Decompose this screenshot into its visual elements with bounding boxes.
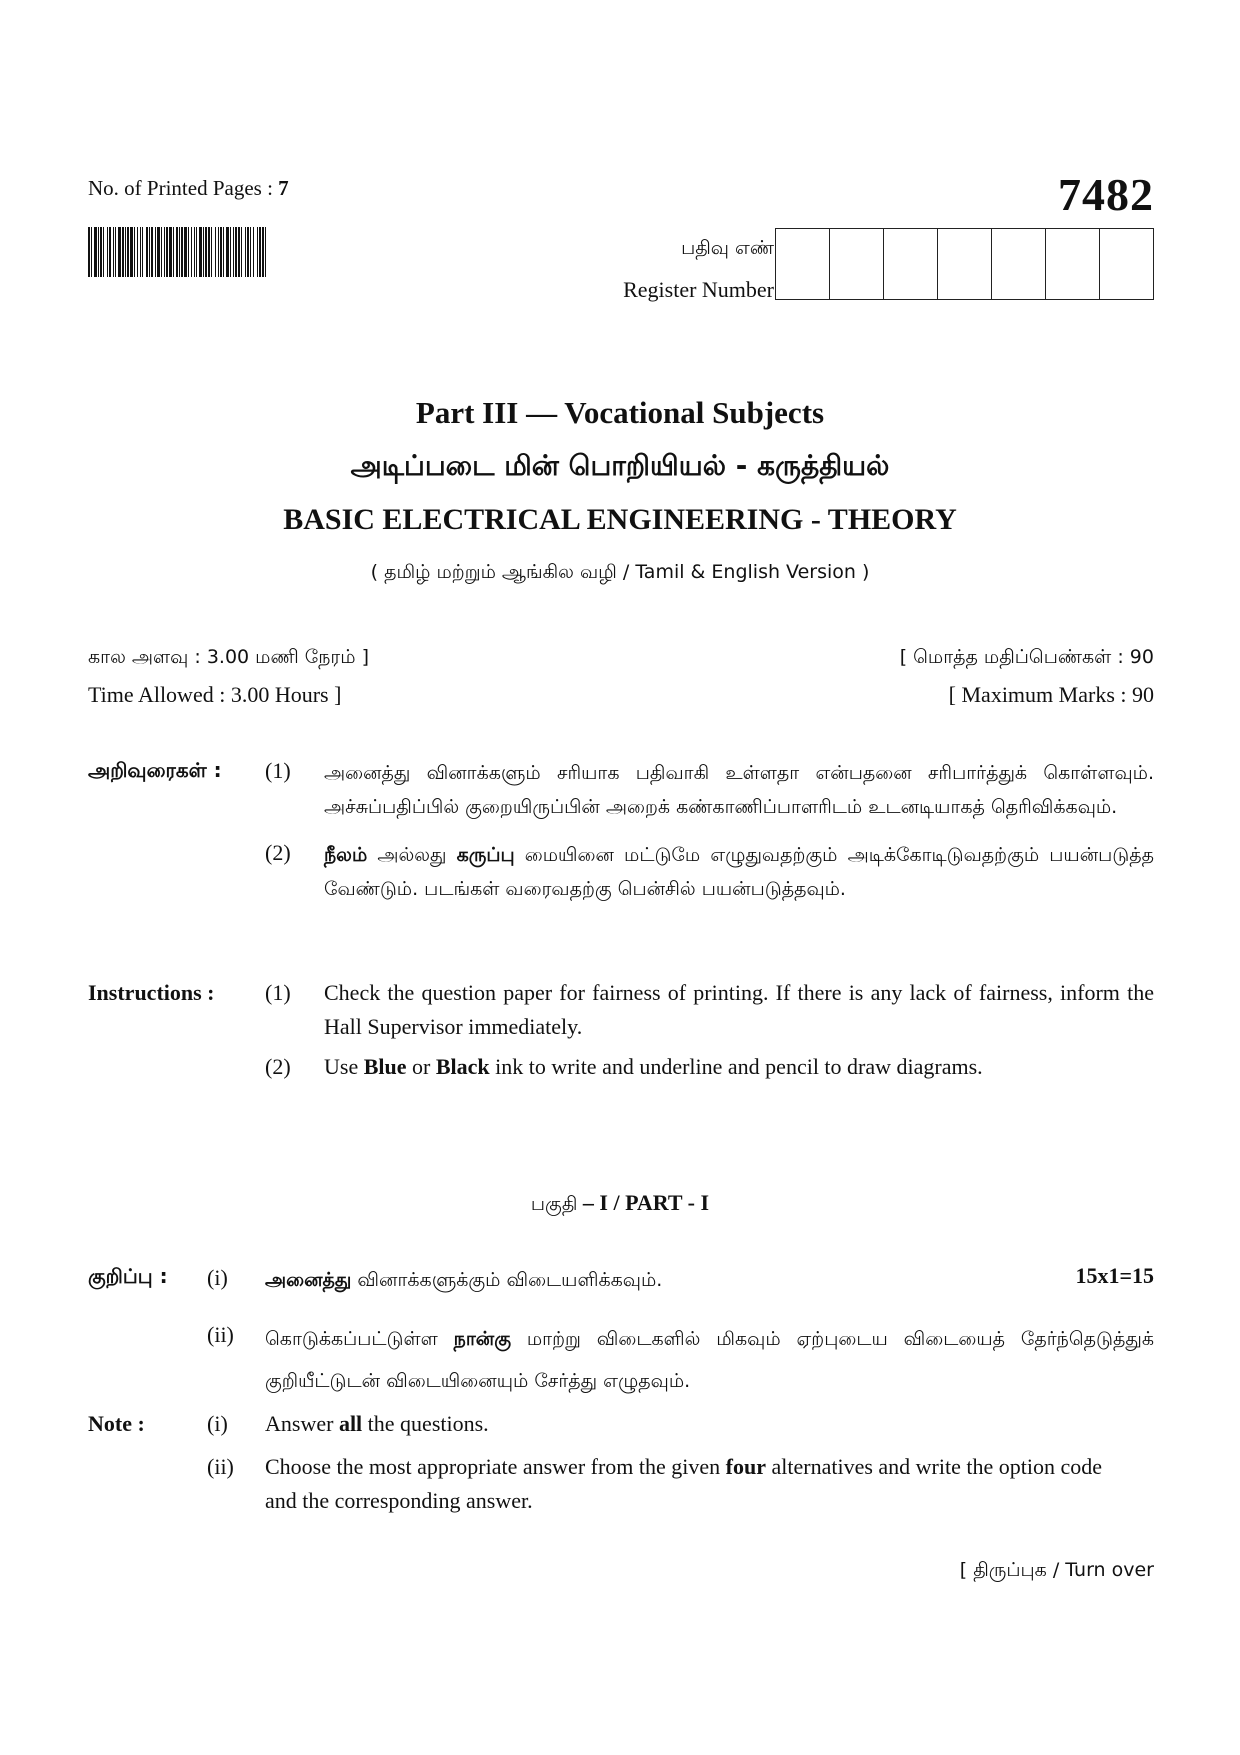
- time-allowed-ta: கால அளவு : 3.00 மணி நேரம் ]: [88, 646, 369, 668]
- register-label-en: Register Number: [623, 277, 774, 302]
- part-title: Part III — Vocational Subjects: [415, 395, 825, 430]
- max-marks-en: [ Maximum Marks : 90: [948, 682, 1154, 707]
- subject-title-en: BASIC ELECTRICAL ENGINEERING - THEORY: [283, 503, 957, 536]
- register-digit-box[interactable]: [776, 229, 829, 299]
- instr-en-1-text: Check the question paper for fairness of printing. If there is any lack of fairness, inform the Hall Supervisor immediately.: [324, 980, 1154, 1039]
- note-ta-2-text: கொடுக்கப்பட்டுள்ள நான்கு மாற்று விடைகளில் மிகவும் ஏற்புடைய விடையைத் தேர்ந்தெடுத்துக் குறியீட்டுடன் விடையினையும் சேர்த்து எழுதவும்.: [265, 1328, 1154, 1392]
- turn-over: [ திருப்புக / Turn over: [959, 1559, 1154, 1581]
- note-en-2-num: (ii): [207, 1454, 234, 1479]
- note-ta-1-text: அனைத்து வினாக்களுக்கும் விடையளிக்கவும்.: [265, 1269, 663, 1291]
- register-digit-box[interactable]: [1099, 229, 1153, 299]
- instr-en-2-text: Use Blue or Black ink to write and underline and pencil to draw diagrams.: [324, 1054, 983, 1079]
- note-ta-1-num: (i): [207, 1265, 228, 1290]
- printed-pages: [88, 176, 289, 201]
- register-digit-box[interactable]: [937, 229, 991, 299]
- register-digit-box[interactable]: [1045, 229, 1099, 299]
- register-digit-box[interactable]: [991, 229, 1045, 299]
- printed-pages-count: 7: [278, 176, 289, 200]
- instructions-en-label: Instructions :: [88, 980, 215, 1005]
- section-marks: 15x1=15: [1075, 1263, 1154, 1288]
- barcode-bar: [266, 227, 268, 277]
- note-en-label: Note :: [88, 1411, 145, 1436]
- register-digit-box[interactable]: [829, 229, 883, 299]
- register-number-labels: [623, 228, 774, 310]
- instructions-ta-label: அறிவுரைகள் :: [88, 758, 222, 782]
- subject-title-ta: அடிப்படை மின் பொறியியல் - கருத்தியல்: [350, 449, 890, 482]
- register-number-boxes[interactable]: [775, 228, 1154, 300]
- instr-ta-1-num: (1): [265, 758, 291, 783]
- instr-en-2-num: (2): [265, 1054, 291, 1079]
- version-text: ( தமிழ் மற்றும் ஆங்கில வழி / Tamil & English Version ): [370, 561, 870, 583]
- note-en-1-num: (i): [207, 1411, 228, 1436]
- register-digit-box[interactable]: [883, 229, 937, 299]
- note-ta-label: குறிப்பு :: [88, 1264, 168, 1288]
- instr-ta-2-num: (2): [265, 840, 291, 865]
- note-en-2-text: Choose the most appropriate answer from the given four alternatives and write the option code and the corresponding answer.: [265, 1454, 1102, 1513]
- printed-pages-label: No. of Printed Pages :: [88, 176, 273, 200]
- instr-en-1-num: (1): [265, 980, 291, 1005]
- time-allowed-en: Time Allowed : 3.00 Hours ]: [88, 682, 342, 707]
- instr-ta-2-text: நீலம் அல்லது கருப்பு மையினை மட்டுமே எழுதுவதற்கும் அடிக்கோடிடுவதற்கும் பயன்படுத்த வேண்டும். படங்கள் வரைவதற்கு பென்சில் பயன்படுத்தவும்.: [324, 844, 1154, 900]
- note-ta-2-num: (ii): [207, 1322, 234, 1347]
- instr-ta-1-text: அனைத்து வினாக்களும் சரியாக பதிவாகி உள்ளதா என்பதனை சரிபார்த்துக் கொள்ளவும். அச்சுப்பதிப்பில் குறையிருப்பின் அறைக் கண்காணிப்பாளரிடம் உடனடியாகத் தெரிவிக்கவும்.: [324, 762, 1154, 818]
- barcode: [88, 227, 376, 277]
- paper-code: 7482: [1058, 169, 1154, 220]
- register-label-ta: பதிவு எண்: [681, 237, 774, 259]
- note-en-1-text: Answer all the questions.: [265, 1411, 489, 1436]
- max-marks-ta: [ மொத்த மதிப்பெண்கள் : 90: [899, 646, 1154, 668]
- section-heading: பகுதி – I / PART - I: [530, 1190, 710, 1215]
- version-note: [0, 558, 1240, 586]
